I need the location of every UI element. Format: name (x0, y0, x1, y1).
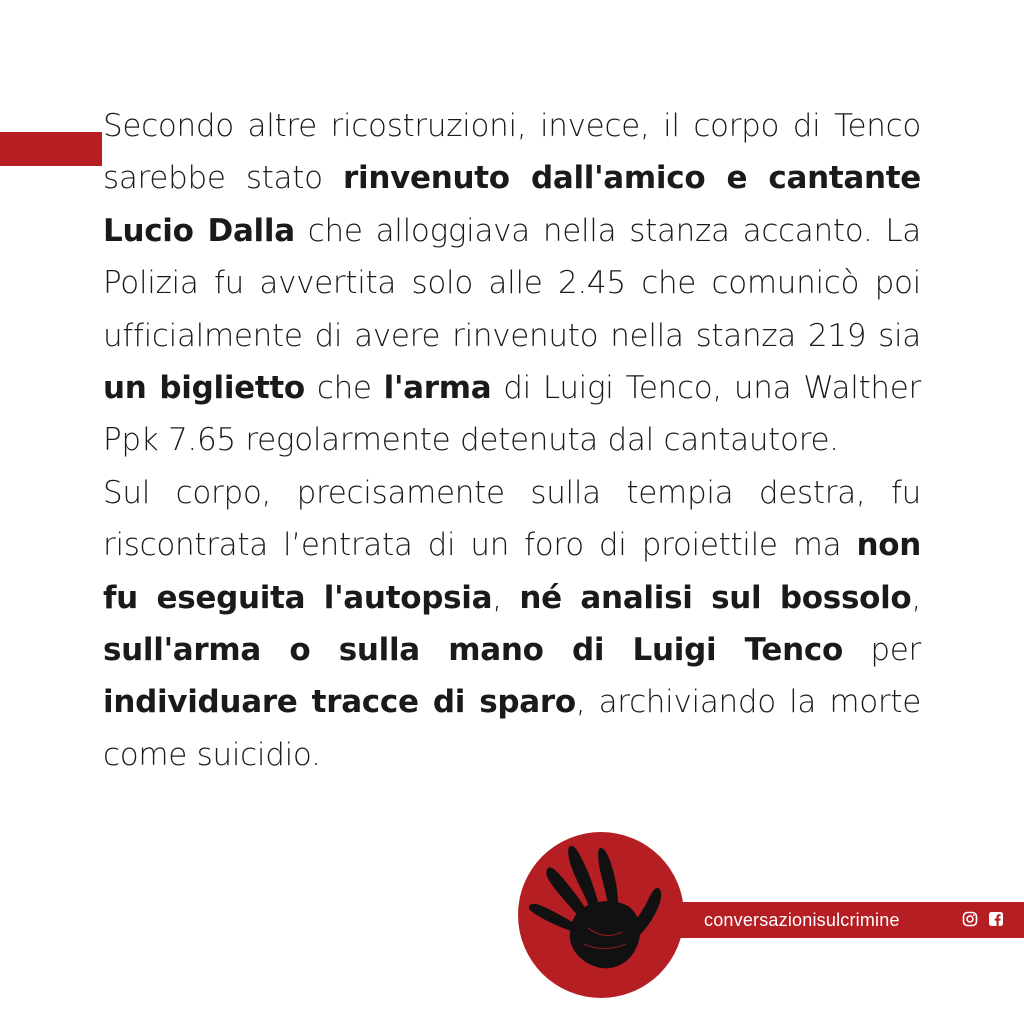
text-span: che (304, 370, 384, 407)
text-span: di Luigi Tenco, una Walther Ppk 7.65 regolarmente detenuta dal cantautore. (103, 370, 921, 459)
bold-text: non fu eseguita l'autopsia (103, 527, 921, 616)
account-handle: conversazionisulcrimine (704, 910, 900, 930)
facebook-icon[interactable] (988, 911, 1004, 927)
bold-text: rinvenuto dall'amico e cantante Lucio Dalla (103, 160, 921, 249)
bold-text: sull'arma o sulla mano di Luigi Tenco (103, 632, 843, 669)
bold-text: un biglietto (103, 370, 305, 407)
handprint-logo (518, 832, 684, 998)
paragraph-1 (103, 100, 921, 467)
bold-text: l'arma (383, 370, 492, 407)
bold-text: individuare tracce di sparo (103, 684, 576, 721)
accent-bar (0, 132, 102, 166)
text-span: , (492, 579, 520, 616)
bold-text: né analisi sul bossolo (519, 579, 912, 616)
text-span: Secondo altre ricostruzioni, invece, il corpo di Tenco sarebbe stato (103, 108, 921, 197)
text-span: , (911, 579, 921, 616)
text-span: per (842, 632, 921, 669)
text-span: che alloggiava nella stanza accanto. La Polizia fu avvertita solo alle 2.45 che comunicò poi ufficialmente di avere rinvenuto nella stanza 219 sia (103, 212, 921, 354)
article-text (103, 100, 921, 781)
paragraph-2 (103, 467, 921, 781)
instagram-icon[interactable] (962, 911, 978, 927)
text-span: , archiviando la morte come suicidio. (103, 684, 921, 773)
text-span: Sul corpo, precisamente sulla tempia destra, fu riscontrata l’entrata di un foro di proiettile ma (103, 474, 921, 564)
